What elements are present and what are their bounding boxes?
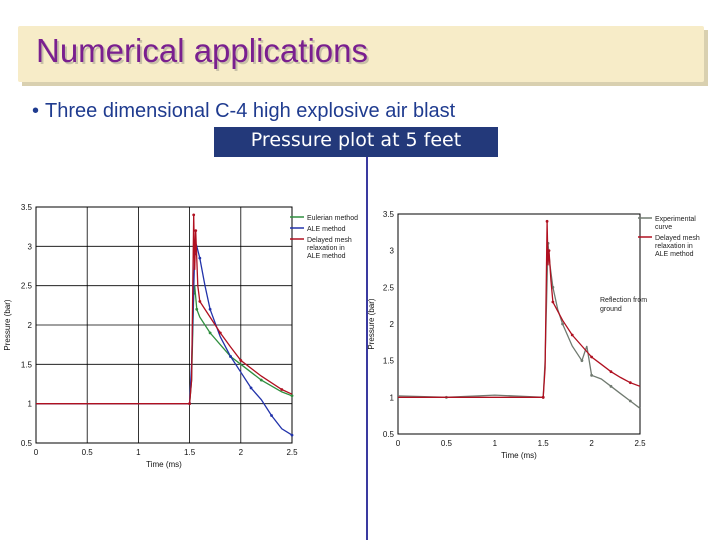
x-tick-label: 1.5 <box>184 448 196 457</box>
y-tick-label: 1.5 <box>20 360 32 370</box>
y-tick-label: 2 <box>389 320 394 329</box>
x-tick-label: 0.5 <box>81 448 93 457</box>
series-point <box>546 220 549 223</box>
series-point <box>209 331 212 334</box>
series-point <box>291 434 294 437</box>
x-axis-label: Time (ms) <box>146 460 182 469</box>
chart-left <box>0 195 365 480</box>
x-tick-label: 1.5 <box>537 439 549 448</box>
series-point <box>229 355 232 358</box>
series-point <box>571 334 574 337</box>
legend-label: relaxation in <box>307 245 345 252</box>
legend-label: ALE method <box>655 251 694 258</box>
series-point <box>239 359 242 362</box>
page-title: Numerical applications <box>36 32 368 69</box>
y-axis-label: Pressure (bar) <box>3 299 12 351</box>
bullet-item <box>32 100 455 123</box>
series-point <box>198 300 201 303</box>
legend-label: ALE method <box>307 253 346 260</box>
title-bar <box>18 26 704 82</box>
y-tick-label: 3 <box>27 242 32 252</box>
series-point <box>590 356 593 359</box>
y-axis-label: Pressure (bar) <box>367 298 376 350</box>
x-axis-label: Time (ms) <box>501 451 537 460</box>
x-tick-label: 1 <box>492 439 498 448</box>
subtitle-text: Pressure plot at 5 feet <box>250 129 462 151</box>
series-point <box>629 400 632 403</box>
series-point <box>561 323 564 326</box>
legend-label: Delayed mesh <box>655 235 700 242</box>
x-tick-label: 2.5 <box>634 439 646 448</box>
x-tick-label: 2 <box>589 439 594 448</box>
series-point <box>198 257 201 260</box>
series-point <box>260 379 263 382</box>
series-point <box>270 414 273 417</box>
legend-label: Experimental <box>655 216 696 223</box>
x-tick-label: 0.5 <box>440 439 452 448</box>
y-tick-label: 2.5 <box>382 283 394 293</box>
series-point <box>192 213 195 216</box>
series-point <box>610 385 613 388</box>
series-point <box>219 331 222 334</box>
series-point <box>280 388 283 391</box>
series-point <box>250 387 253 390</box>
x-tick-label: 0 <box>395 439 401 448</box>
x-tick-label: 0 <box>33 448 39 457</box>
series-line <box>36 246 292 435</box>
annotation-text: ground <box>600 306 622 313</box>
x-tick-label: 1 <box>136 448 141 457</box>
series-point <box>209 308 212 311</box>
legend-label: ALE method <box>307 226 346 233</box>
series-point <box>629 381 632 384</box>
series-point <box>194 229 197 232</box>
series-line <box>36 215 292 404</box>
y-tick-label: 3 <box>389 246 394 256</box>
bullet-text: Three dimensional C-4 high explosive air blast <box>45 100 456 122</box>
y-tick-label: 2 <box>27 321 32 330</box>
series-point <box>551 301 554 304</box>
series-point <box>581 359 584 362</box>
plot-frame <box>398 214 640 434</box>
legend-label: Eulerian method <box>307 215 358 222</box>
y-tick-label: 3.5 <box>20 203 32 212</box>
series-point <box>195 308 198 311</box>
x-tick-label: 2 <box>238 448 244 457</box>
legend-label: curve <box>655 224 673 231</box>
series-point <box>610 370 613 373</box>
y-tick-label: 1 <box>389 393 394 403</box>
subtitle-banner <box>214 127 498 157</box>
series-line <box>36 286 292 404</box>
legend-label: Delayed mesh <box>307 237 352 244</box>
series-point <box>188 402 191 405</box>
y-tick-label: 0.5 <box>382 430 394 439</box>
y-tick-label: 3.5 <box>382 210 394 219</box>
y-tick-label: 2.5 <box>20 281 32 291</box>
series-point <box>291 394 294 397</box>
y-tick-label: 1.5 <box>382 356 394 366</box>
annotation-text: Reflection from <box>600 297 648 304</box>
y-tick-label: 0.5 <box>20 439 32 448</box>
chart-right <box>367 200 700 470</box>
legend-label: relaxation in <box>655 243 693 250</box>
x-tick-label: 2.5 <box>286 448 298 457</box>
series-point <box>548 249 551 252</box>
y-tick-label: 1 <box>27 399 32 409</box>
series-line <box>398 243 640 408</box>
series-point <box>590 374 593 377</box>
series-point <box>542 396 545 399</box>
bullet-dot-icon: • <box>32 100 40 122</box>
